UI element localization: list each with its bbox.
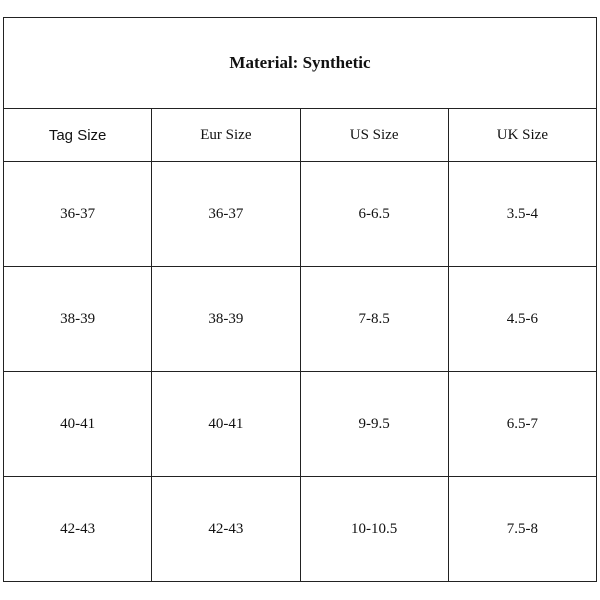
- cell-eur-size: 42-43: [152, 477, 300, 582]
- cell-us-size: 10-10.5: [300, 477, 448, 582]
- size-chart-table: [3, 17, 597, 582]
- cell-uk-size: 7.5-8: [448, 477, 596, 582]
- cell-us-size: 9-9.5: [300, 372, 448, 477]
- header-row: [4, 109, 597, 162]
- table-row: [4, 372, 597, 477]
- cell-uk-size: 3.5-4: [448, 162, 596, 267]
- cell-tag-size: 42-43: [4, 477, 152, 582]
- table-row: [4, 477, 597, 582]
- cell-tag-size: 38-39: [4, 267, 152, 372]
- cell-eur-size: 38-39: [152, 267, 300, 372]
- cell-us-size: 7-8.5: [300, 267, 448, 372]
- cell-uk-size: 4.5-6: [448, 267, 596, 372]
- cell-tag-size: 36-37: [4, 162, 152, 267]
- table-row: [4, 162, 597, 267]
- cell-tag-size: 40-41: [4, 372, 152, 477]
- cell-us-size: 6-6.5: [300, 162, 448, 267]
- cell-eur-size: 36-37: [152, 162, 300, 267]
- table-row: [4, 267, 597, 372]
- title-row: [4, 18, 597, 109]
- table-title: Material: Synthetic: [4, 18, 597, 109]
- header-tag-size: Tag Size: [4, 109, 152, 162]
- header-us-size: US Size: [300, 109, 448, 162]
- cell-eur-size: 40-41: [152, 372, 300, 477]
- cell-uk-size: 6.5-7: [448, 372, 596, 477]
- header-uk-size: UK Size: [448, 109, 596, 162]
- header-eur-size: Eur Size: [152, 109, 300, 162]
